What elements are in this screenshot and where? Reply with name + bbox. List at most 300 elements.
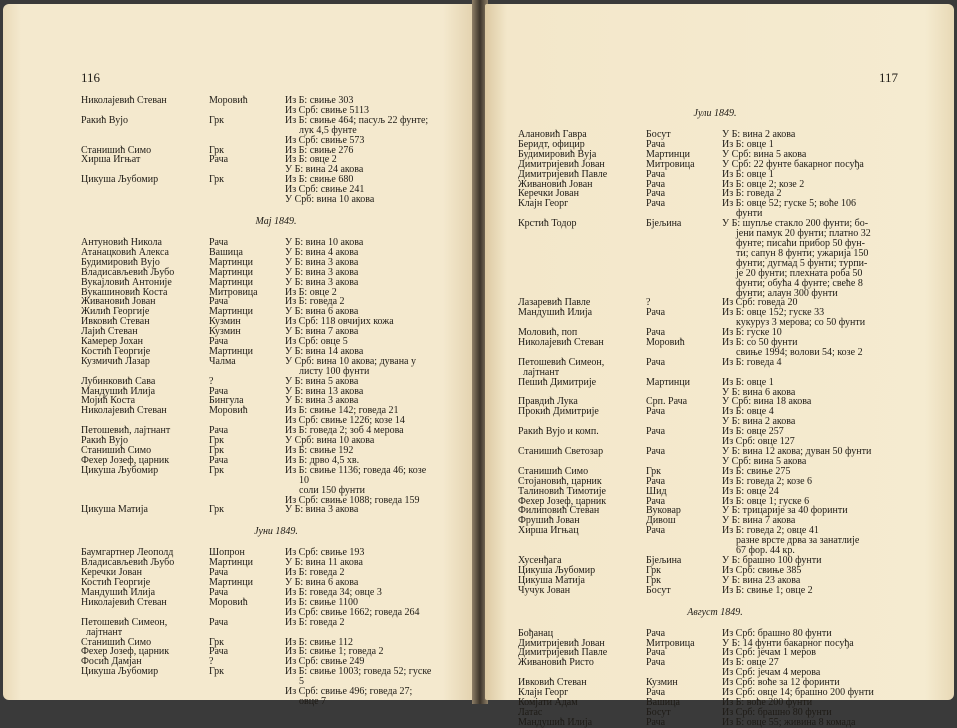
entry-goods: Из Срб: јечам 4 мерова bbox=[722, 667, 821, 679]
entry-name: Лајић Стеван bbox=[81, 326, 138, 338]
entry-place: Кузмин bbox=[209, 316, 241, 328]
table-row bbox=[81, 466, 471, 476]
entry-name: Хирша Игњац bbox=[518, 525, 579, 537]
entry-goods: Из Срб: свиње 1226; козе 14 bbox=[285, 415, 405, 427]
table-row bbox=[81, 667, 471, 677]
table-row bbox=[518, 407, 912, 417]
entry-goods: У Б: вина 24 акова bbox=[285, 164, 364, 176]
table-row bbox=[518, 698, 912, 708]
table-row bbox=[518, 576, 912, 586]
entry-place: Рача bbox=[646, 188, 666, 200]
entry-name: Лубинковић Сава bbox=[81, 375, 156, 387]
entry-place: Вуковар bbox=[646, 505, 681, 517]
table-row bbox=[81, 406, 471, 416]
entry-place: Рача bbox=[646, 426, 666, 438]
entry-name: Владисављевић Љубо bbox=[81, 266, 175, 278]
entry-name bbox=[81, 697, 209, 707]
entry-name: Лазаревић Павле bbox=[518, 297, 591, 309]
entry-name: Димитријевић Павле bbox=[518, 647, 608, 659]
entry-name: Мандушић Илија bbox=[81, 385, 156, 397]
table-row bbox=[81, 505, 471, 515]
entry-name bbox=[81, 687, 209, 697]
entry-name: лајтнант bbox=[518, 366, 560, 378]
entry-name: Фехер Јозеф, царник bbox=[518, 495, 607, 507]
entry-name: Цикуша Матија bbox=[81, 504, 148, 516]
entry-place: Грк bbox=[209, 114, 225, 126]
table-row bbox=[518, 427, 912, 437]
entry-place: Мартинци bbox=[209, 557, 253, 569]
entry-goods: Из Б: овце 2 bbox=[285, 286, 337, 298]
entry-goods: Из Б: свиње 192 bbox=[285, 445, 354, 456]
entry-name bbox=[81, 476, 209, 486]
entry-place: Рача bbox=[646, 307, 666, 319]
table-row bbox=[518, 279, 912, 289]
entry-name bbox=[81, 195, 209, 205]
entry-goods: Из Б: говеда 4 bbox=[722, 356, 782, 368]
table-row bbox=[518, 318, 912, 328]
entry-goods: У Б: вина 3 акова bbox=[285, 266, 359, 278]
table-row bbox=[81, 476, 471, 486]
entry-place: Моровић bbox=[646, 337, 685, 349]
entry-goods: Из Срб: свиње 5113 bbox=[285, 104, 370, 116]
entry-place: Мартинци bbox=[209, 266, 253, 278]
entry-goods: Из Срб: овце 127 bbox=[722, 436, 795, 448]
entry-place bbox=[646, 289, 722, 299]
entry-name: Цикуша Матија bbox=[518, 574, 585, 586]
entry-place: Митровица bbox=[646, 158, 695, 170]
entry-goods: Из Б: свиње 276 bbox=[285, 144, 354, 156]
entry-name: Димитријевић Павле bbox=[518, 168, 608, 180]
entry-goods: У Б: вина 3 акова bbox=[285, 256, 359, 268]
entry-goods: У Б: вина 6 акова bbox=[722, 386, 796, 398]
entry-name: Мојић Коста bbox=[81, 395, 136, 407]
entry-goods: Из Б: овце 55; живина 8 комада bbox=[722, 716, 856, 728]
entry-name: Латас bbox=[518, 706, 543, 718]
entry-name: Будимировић Вујa bbox=[518, 148, 597, 160]
entry-goods: 5 bbox=[299, 676, 304, 688]
entry-goods: Из Б: овце 2; козе 2 bbox=[722, 178, 805, 190]
entry-place: Рача bbox=[646, 168, 666, 180]
entry-place: Шопрон bbox=[209, 547, 245, 559]
table-row bbox=[518, 358, 912, 368]
right-page-content bbox=[518, 97, 912, 728]
entry-place: Бјељина bbox=[646, 554, 682, 566]
entry-goods: Из Срб: свиње 1662; говеда 264 bbox=[285, 606, 420, 618]
entry-goods: Из Б: свиње 1136; говеда 46; козе bbox=[285, 464, 427, 476]
entry-goods: У Б: вина 5 акова bbox=[285, 375, 359, 387]
table-row bbox=[81, 126, 471, 136]
table-row bbox=[518, 447, 912, 457]
entry-place bbox=[646, 259, 722, 269]
entry-name: Живановић Јован bbox=[518, 178, 593, 190]
entry-goods: разне врсте дрва за занатлије bbox=[736, 535, 860, 547]
entry-name: Пешић Димитрије bbox=[518, 376, 597, 388]
entry-place: Грк bbox=[209, 464, 225, 476]
table-row bbox=[81, 628, 471, 638]
entry-name: лајтнант bbox=[81, 626, 123, 638]
entry-place: Рача bbox=[209, 385, 229, 397]
entry-name: Петошевић, лајтнант bbox=[81, 425, 171, 437]
entry-goods: Из Б: говеда 2; овце 41 bbox=[722, 525, 819, 537]
entry-name: Клајн Георг bbox=[518, 198, 569, 210]
entry-place: Рача bbox=[209, 586, 229, 598]
entry-goods: Из Б: со 50 фунти bbox=[722, 337, 798, 349]
entry-goods: Из Срб: говеда 20 bbox=[722, 297, 798, 309]
entry-name: Кузмичић Лазар bbox=[81, 355, 150, 367]
entry-goods: Из Срб: свиње 1088; говеда 159 bbox=[285, 494, 420, 506]
entry-place: Рача bbox=[209, 454, 229, 466]
entry-name bbox=[518, 536, 646, 546]
entry-goods: Из Б: говеда 2 bbox=[285, 567, 345, 579]
entry-goods: Из Б: овце 52; гуске 5; воће 106 bbox=[722, 198, 856, 210]
entry-name bbox=[518, 259, 646, 269]
entry-place: Рача bbox=[646, 495, 666, 507]
entry-place bbox=[209, 367, 285, 377]
entry-place: Моровић bbox=[209, 596, 248, 608]
entry-goods: фунти; обућа 4 фунте; свеће 8 bbox=[736, 277, 863, 289]
entry-goods: Из Б: овце 152; гуске 33 bbox=[722, 307, 825, 319]
entry-place: Рача bbox=[209, 616, 229, 628]
entry-place: Грк bbox=[209, 504, 225, 516]
table-row bbox=[518, 718, 912, 728]
entry-place bbox=[646, 239, 722, 249]
entry-name: Николајевић Стеван bbox=[518, 337, 604, 349]
entry-name: Стојановић, царник bbox=[518, 475, 602, 487]
entry-name: Комјати Адам bbox=[518, 696, 578, 708]
entry-goods: Из Б: свиње 142; говеда 21 bbox=[285, 405, 399, 417]
entry-place: Рача bbox=[646, 406, 666, 418]
entry-name: Бођанац bbox=[518, 627, 554, 639]
entry-goods: Из Срб: јечам 1 меров bbox=[722, 647, 816, 659]
entry-place bbox=[209, 476, 285, 486]
entry-goods: У Б: вина 11 акова bbox=[285, 557, 363, 569]
entry-place: Бјељина bbox=[646, 218, 682, 230]
entry-goods: Из Б: овце 24 bbox=[722, 485, 779, 497]
entry-goods: У Б: вина 3 акова bbox=[285, 504, 359, 516]
entry-place: Грк bbox=[646, 465, 662, 477]
entry-name: Живановић Ристо bbox=[518, 657, 594, 669]
entry-goods: У Срб: вина 5 акова bbox=[722, 455, 807, 467]
entry-goods: Из Срб: свиње 385 bbox=[722, 564, 802, 576]
table-row bbox=[518, 546, 912, 556]
entry-place bbox=[209, 195, 285, 205]
entry-place: Рача bbox=[209, 154, 229, 166]
entry-name: Мандушић Илија bbox=[518, 716, 593, 728]
entry-place: Рача bbox=[209, 646, 229, 658]
left-page-content bbox=[81, 96, 471, 707]
entry-goods: У Срб: вина 10 акова bbox=[285, 435, 375, 447]
entry-place bbox=[209, 677, 285, 687]
entry-goods: Из Б: говеда 2 bbox=[722, 188, 782, 200]
entry-goods: У Б: вина 6 акова bbox=[285, 577, 359, 589]
entry-goods: У Б: вина 7 акова bbox=[722, 515, 796, 527]
entry-goods: У Б: вина 7 акова bbox=[285, 326, 359, 338]
entry-goods: Из Срб: свиње 249 bbox=[285, 656, 365, 668]
entry-name: Владисављевић Љубо bbox=[81, 557, 175, 569]
table-row bbox=[81, 618, 471, 628]
entry-name bbox=[518, 239, 646, 249]
entry-goods: Из Б: гуске 10 bbox=[722, 327, 782, 339]
entry-name: Керечки Јован bbox=[81, 567, 142, 579]
entry-name: Алановић Гавра bbox=[518, 129, 587, 140]
entry-name: Беридт, официр bbox=[518, 138, 585, 150]
entry-name bbox=[518, 249, 646, 259]
entry-goods: У Б: брашно 100 фунти bbox=[722, 554, 822, 566]
entry-place: Митровица bbox=[209, 286, 258, 298]
entry-goods: свиње 1994; волови 54; козе 2 bbox=[736, 346, 863, 358]
entry-goods: У Б: вина 2 акова bbox=[722, 129, 796, 140]
entry-goods: 67 фор. 44 кр. bbox=[736, 545, 795, 557]
entry-place: Рача bbox=[646, 198, 666, 210]
entry-place: Кузмин bbox=[646, 677, 678, 689]
page-number: 117 bbox=[879, 70, 899, 85]
entry-place: Рача bbox=[646, 525, 666, 537]
entry-goods: Из Б: овце 1 bbox=[722, 168, 774, 180]
table-row bbox=[81, 677, 471, 687]
entry-goods: У Б: вина 2 акова bbox=[722, 416, 796, 428]
table-row bbox=[518, 536, 912, 546]
entry-goods: У Срб: 22 фунте бакарног посуђа bbox=[722, 158, 864, 170]
entry-name: Ракић Вујо и комп. bbox=[518, 426, 599, 438]
entry-place: Моровић bbox=[209, 405, 248, 417]
section-heading: Август 1849. bbox=[687, 606, 743, 618]
entry-goods: Из Б: свиње 1; овце 2 bbox=[722, 584, 813, 596]
entry-goods: Из Б: овце 1 bbox=[722, 138, 774, 150]
entry-goods: У Б: вина 13 акова bbox=[285, 385, 364, 397]
entry-goods: фунти bbox=[736, 208, 763, 220]
entry-place: Мартинци bbox=[209, 345, 253, 357]
entry-place: Мартинци bbox=[646, 376, 690, 388]
table-row bbox=[81, 175, 471, 185]
entry-name bbox=[81, 185, 209, 195]
entry-name: Хирша Игњат bbox=[81, 154, 141, 166]
entry-goods: У Срб: вина 18 акова bbox=[722, 396, 812, 408]
right-page bbox=[485, 4, 954, 728]
entry-name: Николајевић Стеван bbox=[81, 596, 167, 608]
table-row bbox=[518, 378, 912, 388]
entry-name: Станишић Светозар bbox=[518, 446, 604, 457]
entry-goods: ти; сапун 8 фунти; ужарија 150 bbox=[736, 247, 869, 259]
entry-goods: кукуруз 3 мерова; со 50 фунти bbox=[736, 317, 866, 329]
table-row bbox=[518, 629, 912, 639]
entry-place: Мартинци bbox=[646, 148, 690, 160]
entry-name bbox=[81, 126, 209, 136]
entry-goods: У Срб: вина 10 акова; дувана у bbox=[285, 355, 416, 367]
entry-name: Фосић Дамјан bbox=[81, 656, 142, 668]
entry-goods: У Срб: вина 10 акова bbox=[285, 194, 375, 206]
table-row bbox=[81, 96, 471, 106]
entry-place: Грк bbox=[209, 636, 225, 648]
entry-name: Станишић Симо bbox=[81, 144, 152, 156]
entry-name: Вукајловић Антоније bbox=[81, 276, 172, 288]
entry-goods: јени памук 20 фунти; платно 32 bbox=[736, 228, 871, 240]
entry-goods: Из Б: овце 27 bbox=[722, 657, 779, 669]
entry-name: Атанацковић Алекса bbox=[81, 246, 169, 258]
entry-goods: У Срб: вина 5 акова bbox=[722, 148, 807, 160]
entry-name: Николајевић Стеван bbox=[81, 405, 167, 417]
entry-name bbox=[518, 269, 646, 279]
entry-name: Крстић Тодор bbox=[518, 218, 577, 230]
entry-goods: Из Б: свиње 1003; говеда 52; гуске bbox=[285, 666, 432, 678]
entry-goods bbox=[285, 628, 457, 638]
entry-place: Чалма bbox=[209, 355, 236, 367]
entry-goods: У Б: вина 23 акова bbox=[722, 574, 801, 586]
entry-name: Хусенђага bbox=[518, 554, 562, 566]
entry-name: Вукашиновић Коста bbox=[81, 286, 168, 298]
entry-place: Срп. Рача bbox=[646, 396, 688, 408]
entry-goods: овце 7 bbox=[299, 695, 327, 707]
entry-name: Живановић Јован bbox=[81, 296, 156, 308]
entry-goods: Из Б: говеда 2; зоб 4 мерова bbox=[285, 425, 404, 437]
entry-place: Босут bbox=[646, 129, 671, 140]
entry-name: Жилић Георгије bbox=[81, 306, 150, 318]
entry-place: Рача bbox=[646, 356, 666, 368]
entry-place bbox=[209, 185, 285, 195]
entry-goods: фунте; писаћи прибор 50 фун- bbox=[736, 237, 865, 249]
entry-goods: соли 150 фунти bbox=[299, 484, 365, 496]
section-heading: Мај 1849. bbox=[255, 215, 297, 227]
table-row bbox=[81, 687, 471, 697]
entry-name: Чучук Јован bbox=[518, 584, 571, 596]
table-row bbox=[518, 658, 912, 668]
entry-place: Кузмин bbox=[209, 326, 241, 338]
entry-goods: У Б: вина 14 акова bbox=[285, 345, 364, 357]
entry-name: Ракић Вујо bbox=[81, 114, 129, 126]
entry-goods: фунти; дугмад 5 фунти; турпи- bbox=[736, 257, 868, 269]
entry-place: Рача bbox=[646, 627, 666, 639]
entry-goods: Из Срб: свиње 193 bbox=[285, 547, 365, 559]
entry-name: Ракић Вујо bbox=[81, 435, 129, 447]
entry-goods: Из Б: говеда 2; козе 6 bbox=[722, 475, 813, 487]
table-row bbox=[81, 278, 471, 288]
table-row bbox=[81, 195, 471, 205]
entry-place: Грк bbox=[209, 174, 225, 186]
entry-goods: У Б: вина 4 акова bbox=[285, 246, 359, 258]
table-row bbox=[81, 116, 471, 126]
entry-goods: Из Б: говеда 2 bbox=[285, 616, 345, 628]
entry-goods: У Б: трицарије за 40 форинти bbox=[722, 505, 848, 517]
entry-place bbox=[646, 249, 722, 259]
page-number: 116 bbox=[81, 70, 101, 85]
entry-name: Мандушић Илија bbox=[518, 307, 593, 319]
entry-place: Дивош bbox=[646, 515, 676, 527]
entry-place: Рача bbox=[209, 425, 229, 437]
entry-goods: Из Срб: брашно 80 фунти bbox=[722, 706, 832, 718]
entry-name: Клајн Георг bbox=[518, 687, 569, 699]
entry-name: Костић Георгије bbox=[81, 577, 151, 589]
table-row bbox=[81, 357, 471, 367]
entry-goods: 10 bbox=[299, 474, 309, 486]
entry-goods: Из Б: говеда 2 bbox=[285, 296, 345, 308]
entry-name: Костић Георгије bbox=[81, 345, 151, 357]
table-row bbox=[518, 199, 912, 209]
entry-goods: Из Б: овце 1 bbox=[722, 376, 774, 388]
entry-name: Николајевић Стеван bbox=[81, 95, 167, 106]
table-row bbox=[81, 426, 471, 436]
entry-goods: Из Б: свиње 112 bbox=[285, 636, 354, 648]
entry-place: Грк bbox=[646, 574, 662, 586]
entry-goods: Из Б: овце 257 bbox=[722, 426, 784, 438]
entry-place: ? bbox=[209, 375, 214, 387]
entry-place: Рача bbox=[646, 446, 666, 457]
entry-place: Мартинци bbox=[209, 276, 253, 288]
entry-goods: Из Срб: овце 14; брашно 200 фунти bbox=[722, 687, 874, 699]
entry-place: Рача bbox=[646, 647, 666, 659]
entry-place: Грк bbox=[209, 435, 225, 447]
entry-place: Рача bbox=[646, 178, 666, 190]
entry-name: Прокић Димитрије bbox=[518, 406, 599, 418]
entry-goods: У Б: шупље стакло 200 фунти; бо- bbox=[722, 218, 869, 230]
entry-name: Керечки Јован bbox=[518, 188, 579, 200]
entry-name: Камерер Јохан bbox=[81, 336, 143, 348]
entry-name: Цикуша Љубомир bbox=[81, 464, 159, 476]
entry-place bbox=[209, 486, 285, 496]
entry-place: Рача bbox=[209, 236, 229, 248]
entry-place: Рача bbox=[646, 475, 666, 487]
entry-name: Цикуша Љубомир bbox=[81, 174, 159, 186]
table-row bbox=[81, 697, 471, 707]
entry-name: Димитријевић Јован bbox=[518, 158, 605, 170]
entry-place: ? bbox=[209, 656, 214, 668]
entry-place: Рача bbox=[646, 687, 666, 699]
entry-goods: У Б: вина 3 акова bbox=[285, 395, 359, 407]
entry-goods: У Б: вина 3 акова bbox=[285, 276, 359, 288]
entry-name: Петошевић Симеон, bbox=[518, 356, 605, 368]
entry-place: Грк bbox=[209, 144, 225, 156]
section-heading: Јуни 1849. bbox=[254, 526, 298, 538]
table-row bbox=[81, 387, 471, 397]
entry-place: Рача bbox=[209, 336, 229, 348]
entry-place: Мартинци bbox=[209, 577, 253, 589]
entry-place bbox=[209, 687, 285, 697]
entry-name bbox=[518, 229, 646, 239]
entry-goods: Из Б: свиње 303 bbox=[285, 95, 354, 106]
entry-goods: лук 4,5 фунте bbox=[299, 124, 357, 136]
left-page bbox=[3, 4, 475, 707]
entry-place: Мартинци bbox=[209, 306, 253, 318]
entry-place: Грк bbox=[209, 445, 225, 456]
entry-name: Станишић Симо bbox=[81, 636, 152, 648]
entry-goods: Из Б: свиње 680 bbox=[285, 174, 354, 186]
entry-goods: У Б: вина 12 акова; дуван 50 фунти bbox=[722, 446, 872, 457]
entry-place: Босут bbox=[646, 584, 671, 596]
entry-goods: Из Б: свиње 275 bbox=[722, 465, 791, 477]
entry-goods: У Б: вина 10 акова bbox=[285, 236, 364, 248]
entry-name: Ивковић Стеван bbox=[81, 316, 150, 328]
entry-place: Рача bbox=[646, 327, 666, 339]
entry-goods: Из Б: овце 2 bbox=[285, 154, 337, 166]
table-row bbox=[518, 586, 912, 596]
entry-place: Рача bbox=[646, 657, 666, 669]
entry-place: Мартинци bbox=[209, 256, 253, 268]
entry-place: Рача bbox=[209, 567, 229, 579]
entry-name: Талиновић Тимотије bbox=[518, 485, 606, 497]
entry-name: Димитријевић Јован bbox=[518, 637, 605, 649]
entry-place: Босут bbox=[646, 706, 671, 718]
entry-place: Грк bbox=[646, 564, 662, 576]
entry-place: Рача bbox=[646, 716, 666, 728]
entry-place bbox=[209, 628, 285, 638]
entry-goods: Из Б: свиње 1100 bbox=[285, 596, 359, 608]
entry-place bbox=[646, 269, 722, 279]
entry-place: Бингула bbox=[209, 395, 244, 407]
entry-place bbox=[209, 126, 285, 136]
entry-place: ? bbox=[646, 297, 651, 309]
entry-goods: Из Б: овце 4 bbox=[722, 406, 774, 418]
entry-goods: фунти; алаун 300 фунти bbox=[736, 287, 838, 299]
entry-name: Антуновић Никола bbox=[81, 236, 162, 248]
entry-goods: Из Б: овце 1; гуске 6 bbox=[722, 495, 810, 507]
